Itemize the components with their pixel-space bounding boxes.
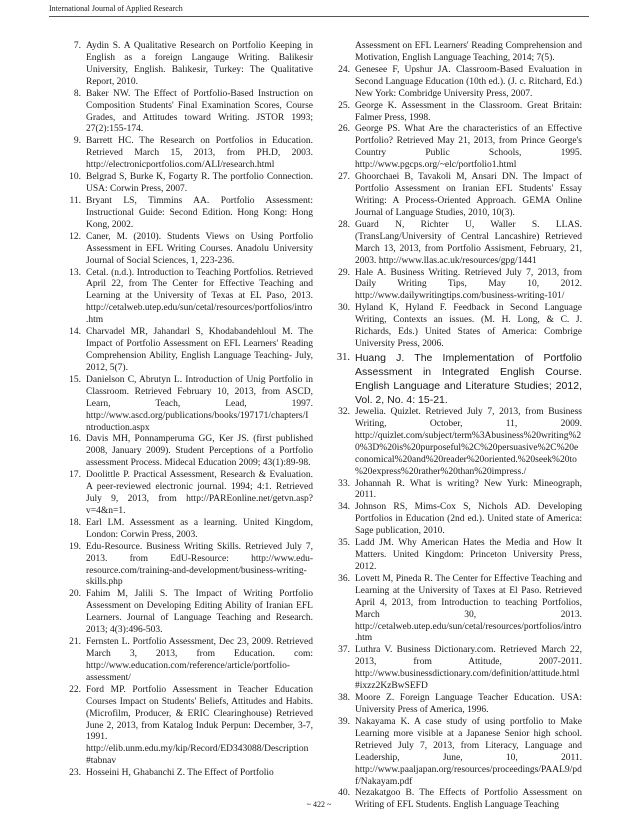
reference-item: [57, 172, 313, 196]
reference-number: 33.: [338, 478, 350, 489]
reference-item: [57, 232, 313, 268]
reference-number: 14.: [69, 327, 81, 338]
reference-text: Ford MP. Portfolio Assessment in Teacher Education Courses Impact on Students' Beliefs, Attitudes and Habits. (Microfilm, Producer, & ERIC Clearinghouse) Retrieved June 2, 2013, from Katalog Induk Perpun: December, 3-7, 1991. http://elib.unm.edu.my/kip/Record/ED343088/Description#tabnav: [86, 684, 313, 767]
reference-item: [57, 327, 313, 375]
reference-text: Fernsten L. Portfolio Assessment, Dec 23, 2009. Retrieved March 3, 2013, from Education. com: http://www.education.com/reference/article/portfolio-assessment/: [86, 637, 313, 683]
reference-text: Caner, M. (2010). Students Views on Using Portfolio Assessment in EFL Writing Courses. Anadolu University Journal of Social Sciences, 1, 223-236.: [86, 231, 313, 266]
reference-text: Belgrad S, Burke K, Fogarty R. The portfolio Connection. USA: Corwin Press, 2007.: [86, 172, 313, 195]
reference-text: Davis MH, Ponnamperuma GG, Ker JS. (first published 2008, January 2009). Student Perceptions of a Portfolio assessment Process. Midecal Education 2009; 43(1):89-98.: [86, 434, 313, 469]
reference-text: Nakayama K. A case study of using portfolio to Make Learning more visible at a Japanese Senior high school. Retrieved July 7, 2013, from Literacy, Language and Leadership, June, 10, 2011. http://www.paaljapan.org/resources/proceedings/PAAL9/pdf/Nakayam.pdf: [355, 716, 582, 787]
page-footer: [0, 800, 638, 810]
reference-text: Barrett HC. The Research on Portfolios in Education. Retrieved March 15, 2013, from PH.D, 2003. http://electronicportfolios.com/ALI/research.html: [86, 136, 313, 171]
reference-text: Danielson C, Abrutyn L. Introduction of Unig Portfolio in Classroom. Retrieved February 10, 2013, from ASCD, Learn, Teach, Lead, 1997. http://www.ascd.org/publications/books/197171/chapters/Introduction.aspx: [86, 374, 313, 433]
reference-number: 27.: [338, 172, 350, 183]
reference-item: [326, 693, 582, 717]
reference-text: Fahim M, Jalili S. The Impact of Writing Portfolio Assessment on Developing Editing Ability of Iranian EFL Learners. Journal of Language Teaching and Research. 2013; 4(3):496-503.: [86, 589, 313, 636]
reference-number: 31.: [336, 351, 350, 363]
reference-text: Guard N, Richter U, Waller S. LLAS. (TransLang/University of Central Lancashire) Retrieved March 13, 2013, from Portfolio Assisment, February, 21, 2003. http://www.llas.ac.uk/resources/gpg/1441: [355, 219, 582, 266]
reference-text: Assessment on EFL Learners' Reading Comprehension and Motivation, English Language Teaching, 2014; 7(5).: [355, 41, 582, 63]
reference-number: 34.: [338, 502, 350, 513]
reference-number: 18.: [69, 517, 81, 528]
reference-item: [326, 124, 582, 172]
reference-number: 28.: [338, 219, 350, 230]
reference-text: Earl LM. Assessment as a learning. United Kingdom, London: Corwin Press, 2003.: [86, 517, 313, 540]
reference-number: 23.: [69, 768, 81, 779]
reference-text: Johannah R. What is writing? New Yurk: Mineograph, 2011.: [355, 478, 582, 501]
reference-text: Doolittle P. Practical Assessment, Research & Evaluation. A peer-reviewed electronic journal. 1994; 4:1. Retrieved July 9, 2013, from http://PAREonline.net/getvn.asp?v=4&n=1.: [86, 470, 313, 516]
reference-item: [326, 41, 582, 65]
reference-text: Moore Z. Foreign Language Teacher Education. USA: University Press of America, 1996.: [355, 693, 582, 716]
reference-item: [326, 479, 582, 503]
references-left-column: [57, 41, 313, 780]
reference-item: [57, 589, 313, 637]
journal-header: [49, 3, 589, 17]
reference-text: George K. Assessment in the Classroom. Great Britain: Falmer Press, 1998.: [355, 100, 582, 123]
reference-number: 35.: [338, 538, 350, 549]
reference-number: 13.: [69, 267, 81, 278]
reference-text: Ghoorchaei B, Tavakoli M, Ansari DN. The Impact of Portfolio Assessment on Iranian EFL Students' Essay Writing: A Process-Oriented Approach. GEMA Online Journal of Language Studies, 2010, 10(3).: [355, 172, 582, 218]
reference-number: 30.: [338, 303, 350, 314]
reference-item: [57, 518, 313, 542]
reference-item: [326, 574, 582, 646]
reference-number: 10.: [69, 172, 81, 183]
reference-item: [57, 196, 313, 232]
reference-item: [57, 136, 313, 172]
reference-number: 36.: [338, 573, 350, 584]
reference-number: 29.: [338, 267, 350, 278]
reference-number: 19.: [69, 541, 81, 552]
reference-number: 26.: [338, 124, 350, 135]
reference-text: Baker NW. The Effect of Portfolio-Based Instruction on Composition Students' Final Examination Scores, Course Grades, and Attitudes toward Writing. JSTOR 1993; 27(2):155-174.: [86, 88, 313, 135]
reference-item: [326, 268, 582, 304]
reference-number: 22.: [69, 684, 81, 695]
reference-text: Jewelia. Quizlet. Retrieved July 7, 2013, from Business Writing, October, 11, 2009. http://quizlet.com/subject/term%3Abusiness%20writing%20%3D%20is%20purposeful%2C%20persuasive%2C%20economical%20and%20reader%20oriented.%20seek%20to%20express%20rather%20than%20impress./: [355, 406, 582, 477]
reference-text: Aydin S. A Qualitative Research on Portfolio Keeping in English as a foreign Langauge Writing. Balikesir University, English. Balıkesir, Turkey: The Qualitative Report, 2010.: [86, 41, 313, 87]
reference-item: [326, 717, 582, 789]
reference-item: [57, 268, 313, 328]
reference-number: 25.: [338, 100, 350, 111]
reference-text: Charvadel MR, Jahandarl S, Khodabandehloul M. The Impact of Portfolio Assessment on EFL Learners' Reading Comprehension Ability, English Language Teaching- July, 2012, 5(7).: [86, 327, 313, 373]
reference-text: Luthra V. Business Dictionary.com. Retrieved March 22, 2013, from Attitude, 2007-2011. http://www.businessdictionary.com/definition/attitude.html#ixzz2KzBwSEFD: [355, 645, 582, 692]
reference-item: [326, 502, 582, 538]
reference-item: [57, 637, 313, 685]
reference-text: Genesee F, Upshur JA. Classroom-Based Evaluation in Second Language Education (10th ed.). (J. c. Ritchard, Ed.) New York: Combridge University Press, 2007.: [355, 64, 582, 99]
reference-item: [57, 542, 313, 590]
reference-number: 40.: [338, 788, 350, 799]
reference-number: 17.: [69, 470, 81, 481]
reference-item: [326, 220, 582, 268]
page-number: ~ 422 ~: [306, 800, 332, 809]
reference-text: Bryant LS, Timmins AA. Portfolio Assessment: Instructional Guide: Second Edition. Hong Kong: Hong Kong, 2002.: [86, 195, 313, 230]
reference-text: Hyland K, Hyland F. Feedback in Second Language Writing, Contexts an issues. (M. H. Long, & C. J. Richards, Eds.) United States of America: Combrige University Press, 2006.: [355, 303, 582, 350]
reference-number: 9.: [73, 136, 81, 147]
references-right-column: [326, 41, 582, 812]
reference-item: [57, 470, 313, 518]
reference-number: 32.: [338, 406, 350, 417]
reference-text: Huang J. The Implementation of Portfolio Assessment in Integrated English Course. English Language and Literature Studies; 2012, Vol. 2, No. 4: 15-21.: [355, 351, 582, 406]
reference-text: Edu-Resource. Business Writing Skills. Retrieved July 7, 2013. from EdU-Resource: http://www.edu-resource.com/training-and-development/business-writing-skills.php: [86, 541, 313, 588]
reference-item: [57, 41, 313, 89]
reference-text: Cetal. (n.d.). Introduction to Teaching Portfolios. Retrieved April 22, from The Center for Effective Teaching and Learning at the University of Texas at EL Paso, 2013. http://cetalweb.utep.edu/sun/cetal/resources/portfolios/intro.htm: [86, 267, 313, 326]
reference-text: George PS. What Are the characteristics of an Effective Portfolio? Retrieved May 21, 2013, from Prince George's Country Public Schools, 1995. http://www.pgcps.org/~elc/portfolio1.html: [355, 124, 582, 171]
reference-item: [326, 351, 582, 407]
reference-number: 24.: [338, 64, 350, 75]
reference-item: [57, 89, 313, 137]
reference-number: 15.: [69, 374, 81, 385]
reference-text: Hale A. Business Writing. Retrieved July 7, 2013, from Daily Writing Tips, May 10, 2012. http://www.dailywritingtips.com/business-writing-101/: [355, 267, 582, 302]
reference-number: 21.: [69, 637, 81, 648]
reference-number: 16.: [69, 434, 81, 445]
reference-text: Hosseini H, Ghabanchi Z. The Effect of Portfolio: [86, 768, 274, 779]
reference-item: [326, 407, 582, 479]
reference-number: 20.: [69, 589, 81, 600]
reference-text: Lovett M, Pineda R. The Center for Effective Teaching and Learning at the University of Taxes at El Paso. Retrieved April 4, 2013, from Introduction to teaching Portfolios, March 30, 2013. http://cetalweb.utep.edu/sun/cetal/resources/portfolios/intro.htm: [355, 573, 582, 644]
reference-item: [326, 538, 582, 574]
reference-item: [57, 768, 313, 780]
reference-item: [57, 685, 313, 768]
reference-number: 11.: [69, 195, 81, 206]
reference-item: [326, 172, 582, 220]
journal-title: International Journal of Applied Research: [49, 4, 183, 13]
reference-text: Johnson RS, Mims-Cox S, Nichols AD. Developing Portfolios in Education (2nd ed.). United state of America: Sage publication, 2010.: [355, 502, 582, 537]
reference-item: [57, 434, 313, 470]
reference-number: 37.: [338, 645, 350, 656]
reference-item: [326, 101, 582, 125]
reference-number: 39.: [338, 716, 350, 727]
reference-item: [326, 303, 582, 351]
reference-text: Nezakatgoo B. The Effects of Portfolio Assessment on Writing of EFL Students. English Language Teaching: [355, 788, 582, 811]
reference-number: 8.: [73, 88, 81, 99]
reference-number: 7.: [73, 41, 81, 51]
reference-number: 38.: [338, 693, 350, 704]
reference-text: Ladd JM. Why American Hates the Media and How It Matters. United Kingdom: Princeton University Press, 2012.: [355, 538, 582, 572]
reference-number: 12.: [69, 231, 81, 242]
reference-item: [326, 645, 582, 693]
reference-item: [326, 65, 582, 101]
reference-item: [57, 375, 313, 435]
